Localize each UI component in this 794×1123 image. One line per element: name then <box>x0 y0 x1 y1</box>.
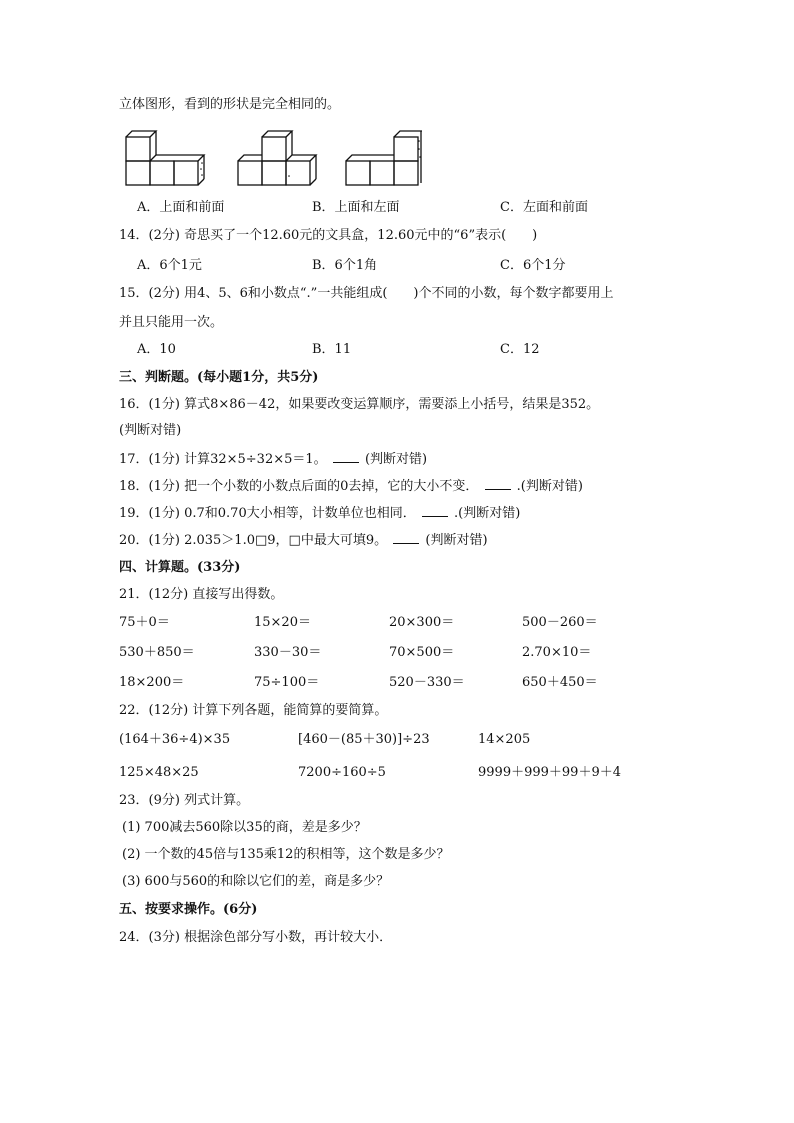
q21-item: 520－330＝ <box>389 675 465 690</box>
figure-c <box>346 131 422 185</box>
q17-text: 17．(1分) 计算32×5÷32×5＝1。 <box>119 452 327 467</box>
q16-stem-line2: (判断对错) <box>119 423 182 438</box>
q23-subquestion: (1) 700减去560除以35的商，差是多少？ <box>122 820 367 835</box>
q17-answer-blank[interactable] <box>333 450 359 463</box>
q14-option-b: B．6个1角 <box>312 258 378 273</box>
q21-item: 650＋450＝ <box>522 675 598 690</box>
q18-stem <box>119 477 583 496</box>
q15-option-c: C．12 <box>500 342 540 357</box>
q19-answer-blank[interactable] <box>422 504 448 517</box>
q21-item: 20×300＝ <box>389 615 455 630</box>
q22-item: 7200÷160÷5 <box>298 765 386 780</box>
q13-option-c: C．左面和前面 <box>500 200 588 215</box>
q20-text: 20．(1分) 2.035＞1.0□9，□中最大可填9。 <box>119 533 388 548</box>
q13-option-b: B．上面和左面 <box>312 200 400 215</box>
q24-stem: 24．(3分) 根据涂色部分写小数，再计较大小． <box>119 930 393 945</box>
figure-b <box>238 131 316 185</box>
q21-item: 530＋850＝ <box>119 645 195 660</box>
q15-stem-line1: 15．(2分) 用4、5、6和小数点“.”一共能组成( )个不同的小数，每个数字都要用上 <box>119 286 614 301</box>
q19-judge-label: .(判断对错) <box>454 506 521 521</box>
q15-option-b: B．11 <box>312 342 352 357</box>
q19-text: 19．(1分) 0.7和0.70大小相等，计数单位也相同． <box>119 506 416 521</box>
q22-item: [460－(85＋30)]÷23 <box>298 732 430 747</box>
q19-stem <box>119 504 520 523</box>
q13-solid-figures <box>122 125 422 190</box>
q21-item: 75＋0＝ <box>119 615 170 630</box>
q21-item: 18×200＝ <box>119 675 185 690</box>
q21-stem: 21．(12分) 直接写出得数。 <box>119 587 284 602</box>
q17-stem <box>119 450 427 469</box>
q22-item: 14×205 <box>478 732 531 747</box>
q18-text: 18．(1分) 把一个小数的小数点后面的0去掉，它的大小不变． <box>119 479 479 494</box>
q20-judge-label: (判断对错) <box>425 533 488 548</box>
q14-option-a: A．6个1元 <box>137 258 202 273</box>
q22-item: 9999＋999＋99＋9＋4 <box>478 765 621 780</box>
q20-stem <box>119 531 488 550</box>
section-5-heading: 五、按要求操作。(6分) <box>119 902 258 917</box>
q13-stem-continuation: 立体图形，看到的形状是完全相同的。 <box>119 97 341 112</box>
figure-a <box>126 131 204 185</box>
q22-item: 125×48×25 <box>119 765 199 780</box>
section-3-heading: 三、判断题。(每小题1分，共5分) <box>119 370 319 385</box>
q21-item: 75÷100＝ <box>254 675 320 690</box>
q18-answer-blank[interactable] <box>485 477 511 490</box>
q21-item: 500－260＝ <box>522 615 598 630</box>
q22-item: (164＋36÷4)×35 <box>119 732 231 747</box>
q14-stem: 14．(2分) 奇思买了一个12.60元的文具盒，12.60元中的“6”表示( ) <box>119 228 538 243</box>
q18-judge-label: .(判断对错) <box>516 479 583 494</box>
q13-option-a: A．上面和前面 <box>137 200 225 215</box>
q23-subquestion: (3) 600与560的和除以它们的差，商是多少？ <box>122 874 390 889</box>
q21-item: 2.70×10＝ <box>522 645 592 660</box>
q20-answer-blank[interactable] <box>393 531 419 544</box>
q22-stem: 22．(12分) 计算下列各题，能简算的要简算。 <box>119 703 388 718</box>
q23-subquestion: (2) 一个数的45倍与135乘12的积相等，这个数是多少？ <box>122 847 450 862</box>
q14-option-c: C．6个1分 <box>500 258 566 273</box>
q21-item: 70×500＝ <box>389 645 455 660</box>
q23-stem: 23．(9分) 列式计算。 <box>119 793 250 808</box>
q21-item: 330－30＝ <box>254 645 322 660</box>
section-4-heading: 四、计算题。(33分) <box>119 560 241 575</box>
q17-judge-label: (判断对错) <box>364 452 428 467</box>
q16-stem-line1: 16．(1分) 算式8×86－42，如果要改变运算顺序，需要添上小括号，结果是352。 <box>119 397 600 412</box>
q21-item: 15×20＝ <box>254 615 311 630</box>
q15-option-a: A．10 <box>137 342 176 357</box>
q15-stem-line2: 并且只能用一次。 <box>119 315 224 330</box>
